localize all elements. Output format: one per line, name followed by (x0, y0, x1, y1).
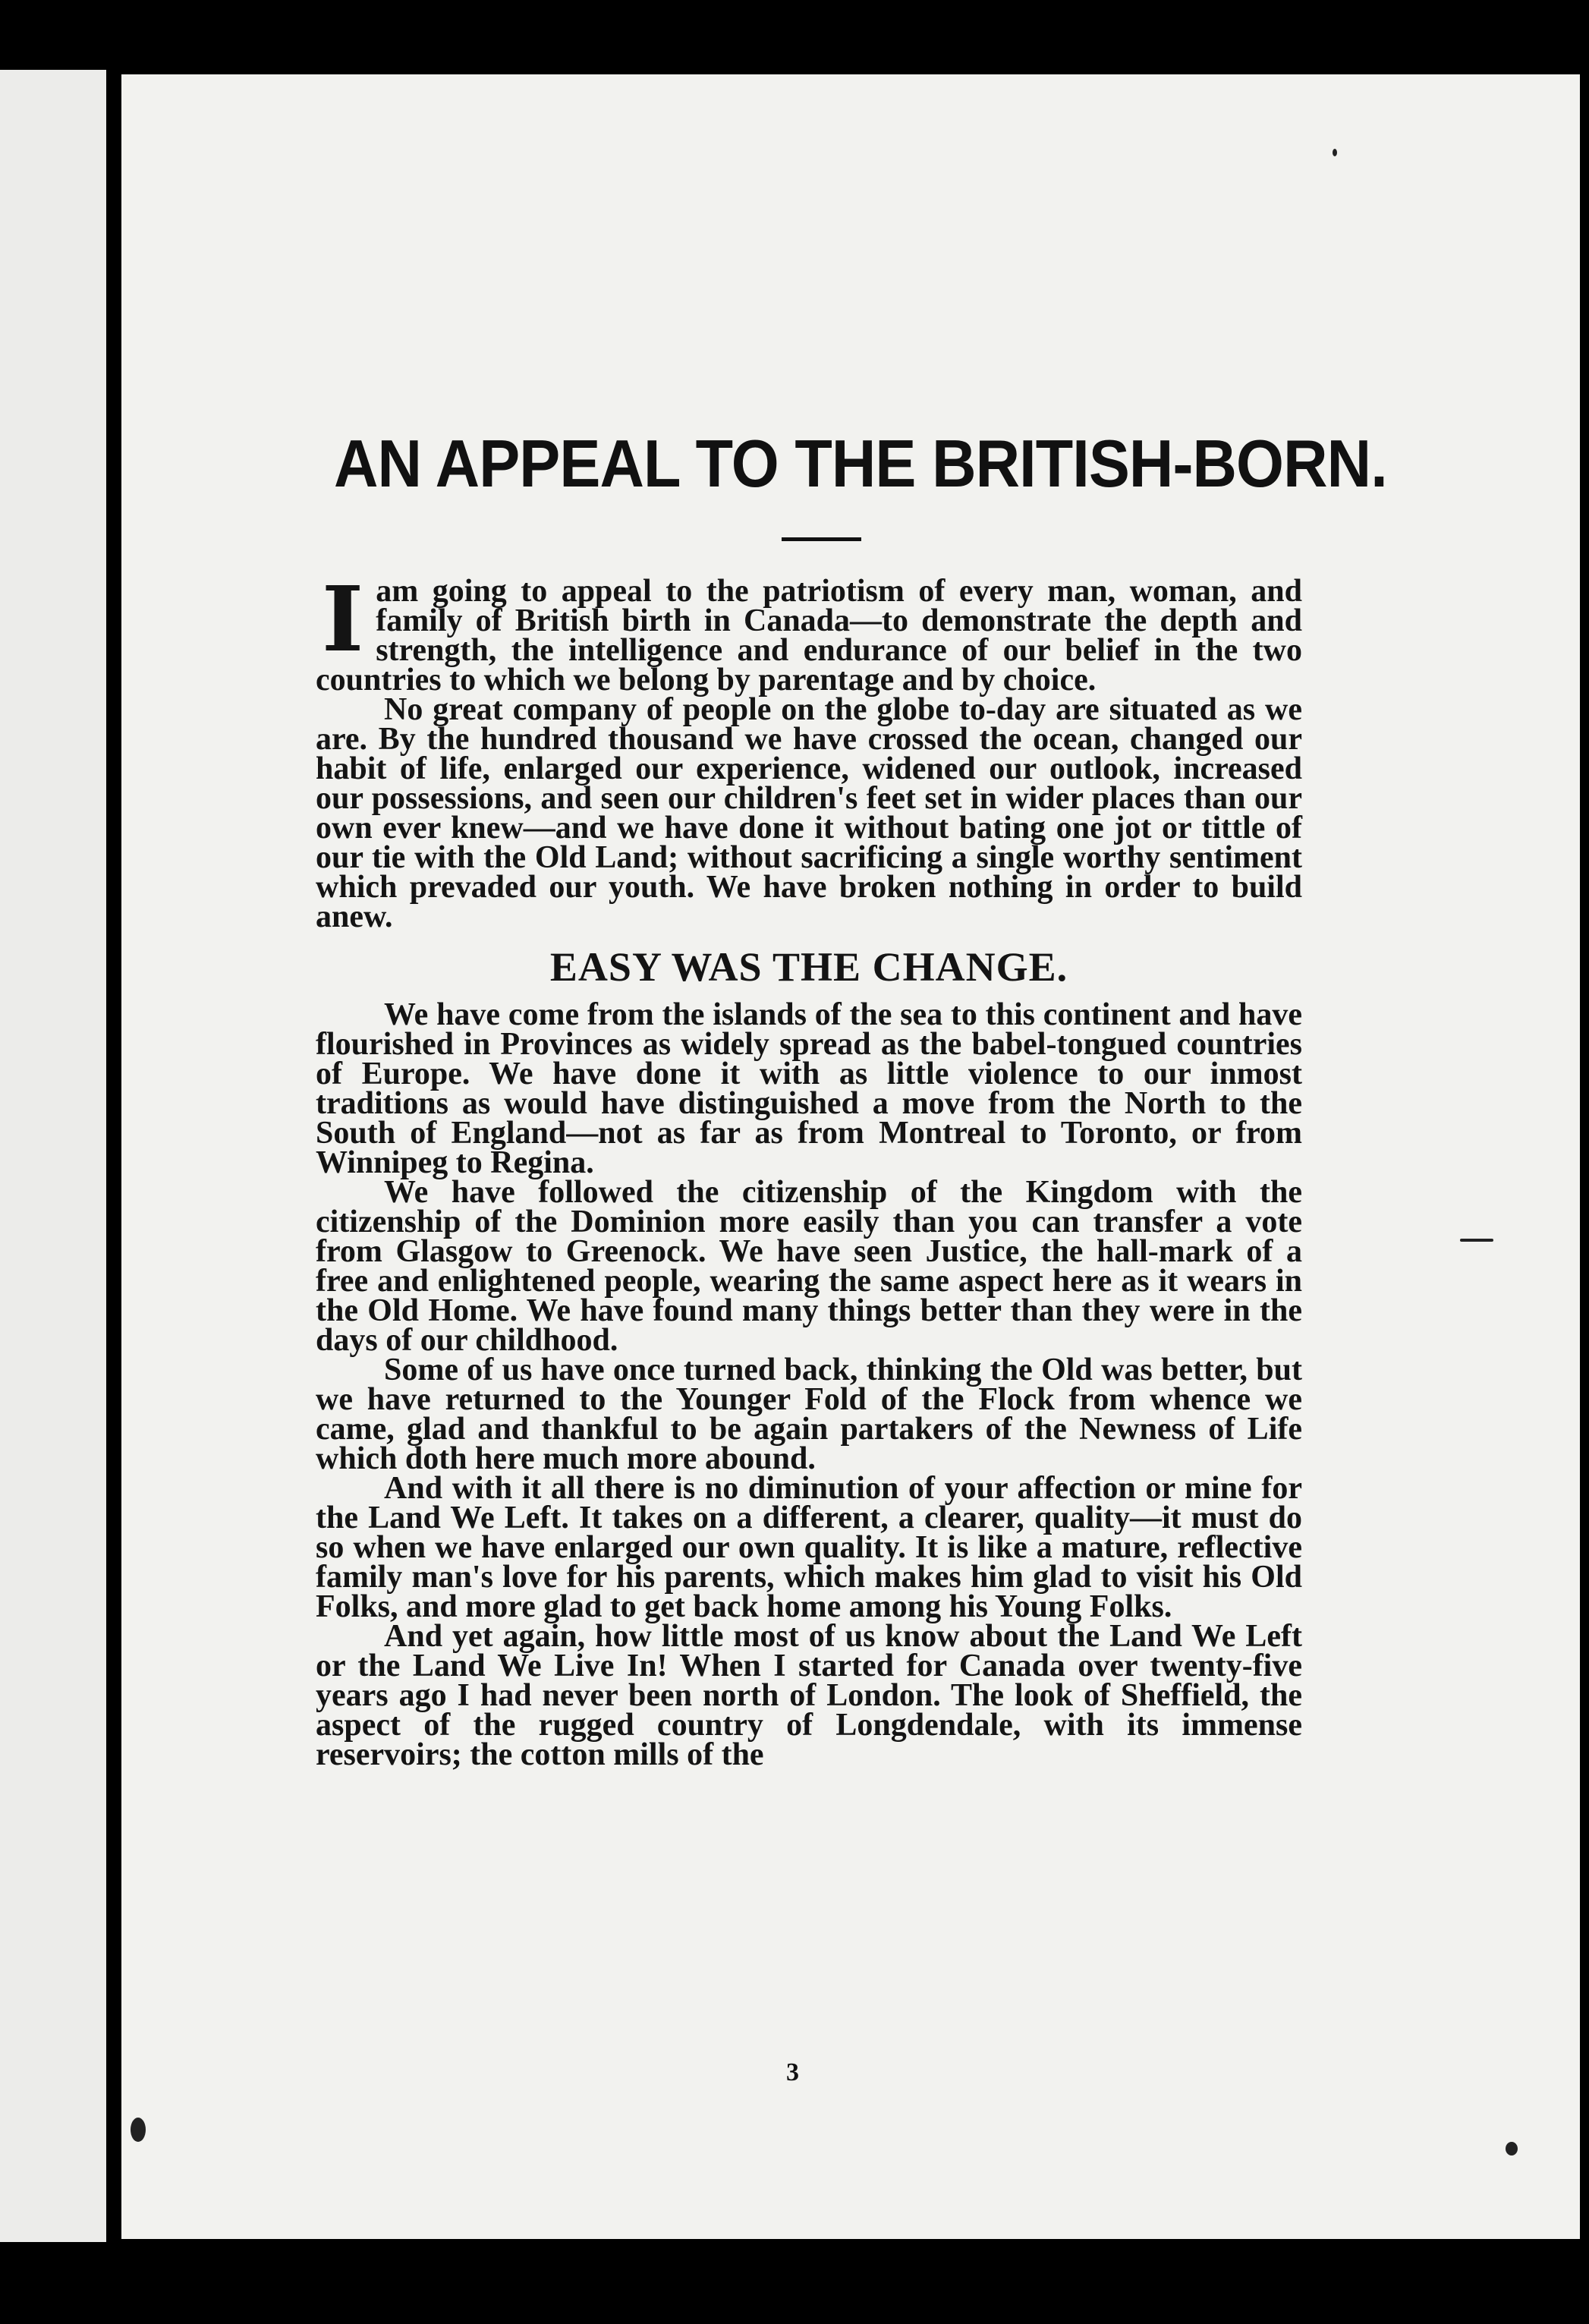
paragraph: We have followed the citizenship of the Kingdom with the citizenship of the Dominion more easily than you can transfer a vote from Glasgow to Greenock. We have seen Justice, the hall-mark of a free and enlightened people, wearing the same aspect here as it wears in the Old Home. We have found many things better than they were in the days of our childhood. (316, 1175, 1302, 1358)
paragraph: No great company of people on the globe to-day are situated as we are. By the hundred thousand we have crossed the ocean, changed our habit of life, enlarged our experience, widened our outlook, increased our possessions, and seen our children's feet set in wider places than our own ever knew—and we have done it without bating one jot or tittle of our tie with the Old Land; without sacrificing a single worthy sentiment which prevaded our youth. We have broken nothing in order to build anew. (316, 692, 1302, 934)
ink-speck (131, 2118, 146, 2142)
ink-speck (1460, 1239, 1493, 1242)
section-heading: EASY WAS THE CHANGE. (549, 944, 1068, 990)
article-body (316, 566, 1302, 1772)
paragraph: And with it all there is no diminution of your affection or mine for the Land We Left. It takes on a different, a clearer, quality—it must do so when we have enlarged our own quality. It is like a mature, reflective family man's love for his parents, which makes him glad to visit his Old Folks, and more glad to get back home among his Young Folks. (316, 1471, 1302, 1624)
paragraph (316, 566, 1302, 698)
ink-speck (1506, 2142, 1518, 2156)
paragraph: We have come from the islands of the sea to this continent and have flourished in Provinces as widely spread as the babel-tongued countries of Europe. We have done it with as little violence to our inmost traditions as would have distinguished a move from the North to the South of England—not as far as from Montreal to Toronto, or from Winnipeg to Regina. (316, 997, 1302, 1180)
paragraph: Some of us have once turned back, thinking the Old was better, but we have returned to the Younger Fold of the Flock from whence we came, glad and thankful to be again partakers of the Newness of Life which doth here much more abound. (316, 1353, 1302, 1476)
page-title: AN APPEAL TO THE BRITISH-BORN. (334, 426, 1387, 501)
ink-speck (1333, 149, 1337, 156)
paragraph-text: am going to appeal to the patriotism of every man, woman, and family of British birth in Canada—to demonstrate the depth and strength, the intelligence and endurance of our belief in the two countries to which we belong by parentage and by choice. (316, 574, 1302, 698)
drop-cap: I (322, 566, 364, 672)
page-number: 3 (786, 2058, 799, 2086)
title-rule (782, 537, 861, 541)
paragraph: And yet again, how little most of us know about the Land We Left or the Land We Live In! When I started for Canada over twenty-five years ago I had never been north of London. The look of Sheffield, the aspect of the rugged country of Longdendale, with its immense reservoirs; the cotton mills of the (316, 1619, 1302, 1772)
facing-page-edge (0, 70, 106, 2242)
